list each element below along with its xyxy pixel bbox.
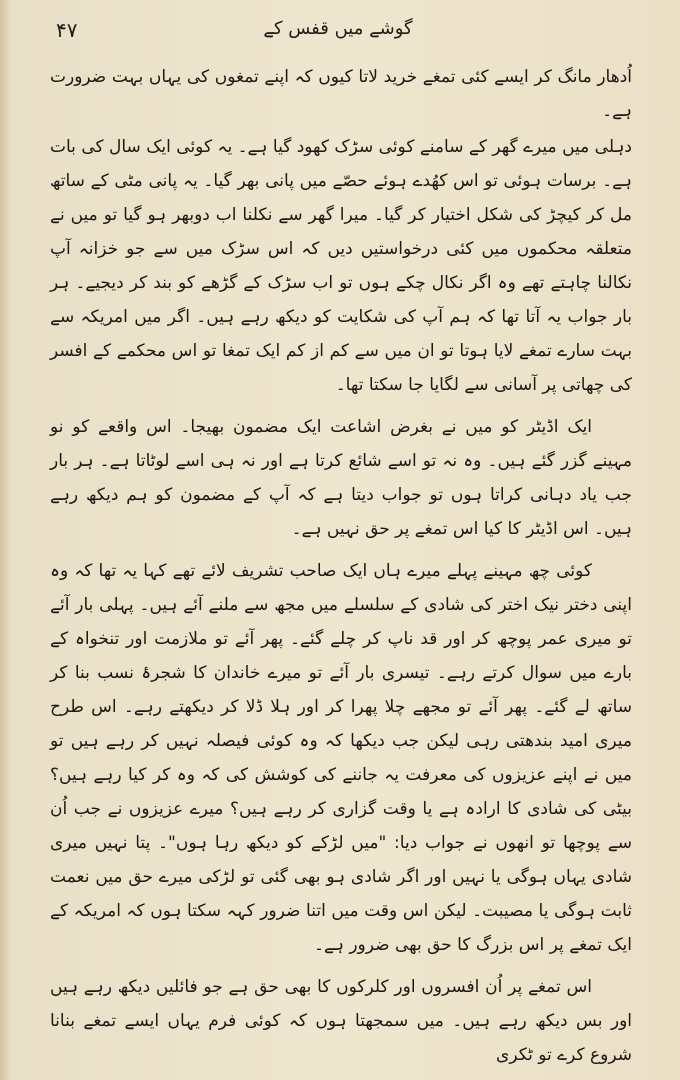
page-body — [50, 60, 632, 1074]
paragraph-2: دہلی میں میرے گھر کے سامنے کوئی سڑک کھود گیا ہے۔ یہ کوئی ایک سال کی بات ہے۔ برسات ہوئی تو اس کھُدے ہوئے حصّے میں پانی بھر گیا۔ یہ پانی مٹی کے ساتھ مل کر کیچڑ کی شکل اختیار کر گیا۔ میرا گھر سے نکلنا اب دوبھر ہو گیا تو میں نے متعلقہ محکموں میں کئی درخواستیں دیں کہ اس سڑک میں سے جو خزانہ آپ نکالنا چاہتے تھے وہ اگر نکال چکے ہوں تو اب سڑک کے گڑھے کو بند کر دیجیے۔ ہر بار جواب یہ آتا تھا کہ ہم آپ کی شکایت کو دیکھ رہے ہیں۔ اگر میں امریکہ سے بہت سارے تمغے لایا ہوتا تو ان میں سے کم از کم ایک تمغا تو اس محکمے کے افسر کی چھاتی پر آسانی سے لگایا جا سکتا تھا۔ — [50, 137, 632, 395]
paragraph-3: ایک اڈیٹر کو میں نے بغرض اشاعت ایک مضمون بھیجا۔ اس واقعے کو نو مہینے گزر گئے ہیں۔ وہ نہ تو اسے شائع کرتا ہے اور نہ ہی اسے لوٹاتا ہے۔ ہر بار جب یاد دہانی کراتا ہوں تو جواب دیتا ہے کہ آپ کے مضمون کو ہم دیکھ رہے ہیں۔ اس اڈیٹر کا کیا اس تمغے پر حق نہیں ہے۔ — [50, 417, 632, 539]
page-header — [56, 14, 620, 48]
running-title: گوشے میں قفس کے — [263, 18, 413, 39]
paragraph-5: اس تمغے پر اُن افسروں اور کلرکوں کا بھی حق ہے جو فائلیں دیکھ رہے ہیں اور بس دیکھ رہے ہیں۔ میں سمجھتا ہوں کہ کوئی فرم یہاں ایسے تمغے بنانا شروع کرے تو ٹکری — [50, 977, 632, 1065]
paragraph-4: کوئی چھ مہینے پہلے میرے ہاں ایک صاحب تشریف لائے تھے کہا یہ تھا کہ وہ اپنی دختر نیک اختر کی شادی کے سلسلے میں مجھ سے ملنے آئے ہیں۔ پہلی بار آئے تو میری عمر پوچھ کر اور قد ناپ کر چلے گئے۔ پھر آئے تو ملازمت اور تنخواہ کے بارے میں سوال کرتے رہے۔ تیسری بار آئے تو میرے خاندان کا شجرۂ نسب بنا کر ساتھ لے گئے۔ پھر آئے تو مجھے چلا پھرا کر اور ہلا ڈلا کر دیکھتے رہے۔ اس طرح میری امید بندھتی رہی لیکن جب دیکھا کہ وہ کوئی فیصلہ نہیں کر رہے ہیں تو میں نے اپنے عزیزوں کی معرفت یہ جاننے کی کوشش کی کہ وہ کر کیا رہے ہیں؟ بیٹی کی شادی کا ارادہ ہے یا وقت گزاری کر رہے ہیں؟ میرے عزیزوں نے جب اُن سے پوچھا تو انھوں نے جواب دیا: "میں لڑکے کو دیکھ رہا ہوں"۔ پتا نہیں میری شادی یہاں ہوگی یا نہیں اور اگر شادی ہو بھی گئی تو لڑکی میرے حق میں نعمت ثابت ہوگی یا مصیبت۔ لیکن اس وقت میں اتنا ضرور کہہ سکتا ہوں کہ امریکہ کے ایک تمغے پر اس بزرگ کا حق بھی ضرور ہے۔ — [50, 561, 632, 955]
page-number: ۴۷ — [56, 18, 78, 42]
paragraph-1: اُدھار مانگ کر ایسے کئی تمغے خرید لاتا کیوں کہ اپنے تمغوں کی یہاں بہت ضرورت ہے۔ — [50, 67, 632, 121]
page-gutter-shadow — [0, 0, 10, 1080]
